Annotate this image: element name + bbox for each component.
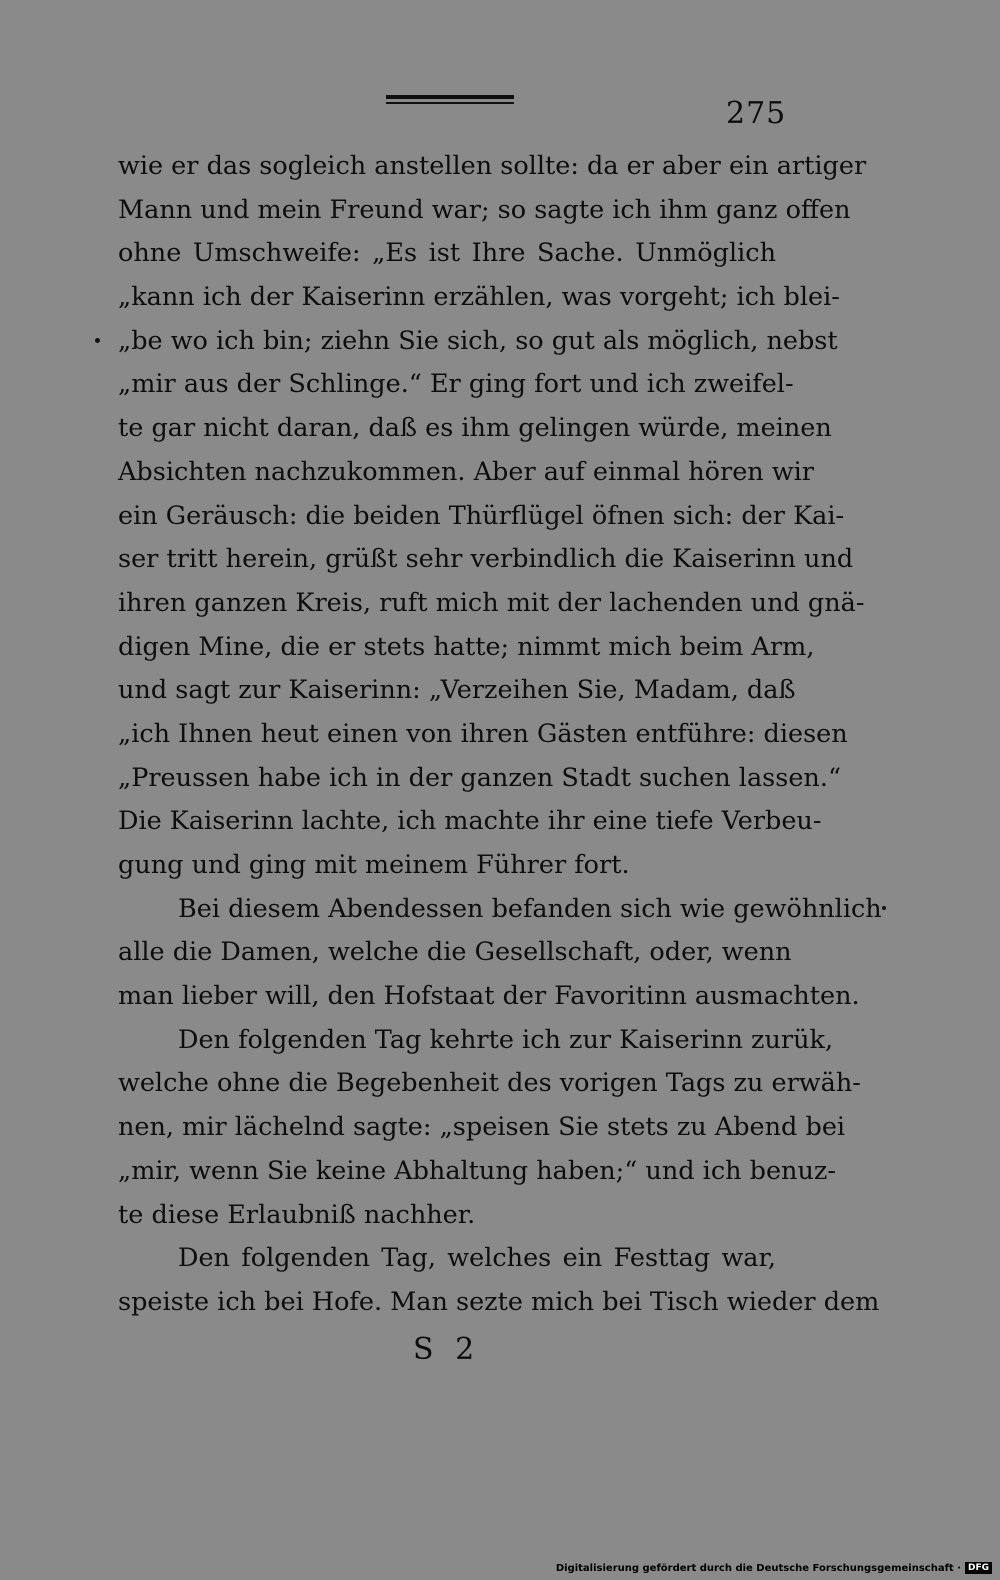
text-line: ohne Umschweife: „Es ist Ihre Sache. Unmöglich [118, 238, 776, 269]
text-line: man lieber will, den Hofstaat der Favoritinn ausmachten. [118, 981, 860, 1012]
text-line: digen Mine, die er stets hatte; nimmt mich beim Arm, [118, 631, 815, 662]
text-line: Absichten nachzukommen. Aber auf einmal hören wir [118, 456, 814, 487]
text-line: ihren ganzen Kreis, ruft mich mit der lachenden und gnä- [118, 587, 865, 618]
header-rule [386, 95, 514, 107]
text-line: „ich Ihnen heut einen von ihren Gästen entführe: diesen [118, 718, 848, 749]
text-line: Den folgenden Tag kehrte ich zur Kaiserinn zurük, [178, 1024, 834, 1055]
text-line: „mir, wenn Sie keine Abhaltung haben;“ und ich benuz- [118, 1155, 836, 1186]
text-line: Die Kaiserinn lachte, ich machte ihr eine tiefe Verbeu- [118, 806, 822, 837]
text-line: te diese Erlaubniß nachher. [118, 1199, 476, 1230]
text-line: und sagt zur Kaiserinn: „Verzeihen Sie, Madam, daß [118, 675, 796, 706]
text-line: nen, mir lächelnd sagte: „speisen Sie stets zu Abend bei [118, 1112, 846, 1143]
text-line: welche ohne die Begebenheit des vorigen Tags zu erwäh- [118, 1068, 861, 1099]
text-line: „Preussen habe ich in der ganzen Stadt suchen lassen.“ [118, 762, 841, 793]
scan-speck [882, 906, 886, 910]
text-line: „mir aus der Schlinge.“ Er ging fort und ich zweifel- [118, 369, 794, 400]
text-line: alle die Damen, welche die Gesellschaft, oder, wenn [118, 937, 792, 968]
signature-mark: S 2 [413, 1332, 481, 1367]
text-line: gung und ging mit meinem Führer fort. [118, 850, 630, 880]
text-line: wie er das sogleich anstellen sollte: da er aber ein artiger [118, 151, 867, 181]
scan-speck [95, 338, 100, 343]
text-line: te gar nicht daran, daß es ihm gelingen würde, meinen [118, 413, 832, 444]
text-line: Bei diesem Abendessen befanden sich wie gewöhnlich [178, 893, 882, 924]
text-line: „kann ich der Kaiserinn erzählen, was vorgeht; ich blei- [118, 282, 840, 313]
text-line: speiste ich bei Hofe. Man sezte mich bei Tisch wieder dem [118, 1286, 880, 1317]
digitization-footer [556, 1562, 992, 1574]
body-text [118, 145, 882, 1325]
text-line: Den folgenden Tag, welches ein Festtag war, [178, 1243, 776, 1274]
text-line: ser tritt herein, grüßt sehr verbindlich die Kaiserinn und [118, 544, 854, 575]
text-line: „be wo ich bin; ziehn Sie sich, so gut als möglich, nebst [118, 325, 838, 356]
text-line: ein Geräusch: die beiden Thürflügel öfnen sich: der Kai- [118, 500, 845, 531]
footer-credit: Digitalisierung gefördert durch die Deutsche Forschungsgemeinschaft · [555, 1562, 961, 1574]
page-number: 275 [726, 96, 787, 131]
text-line: Mann und mein Freund war; so sagte ich ihm ganz offen [118, 194, 851, 225]
dfg-logo: DFG [965, 1562, 992, 1574]
